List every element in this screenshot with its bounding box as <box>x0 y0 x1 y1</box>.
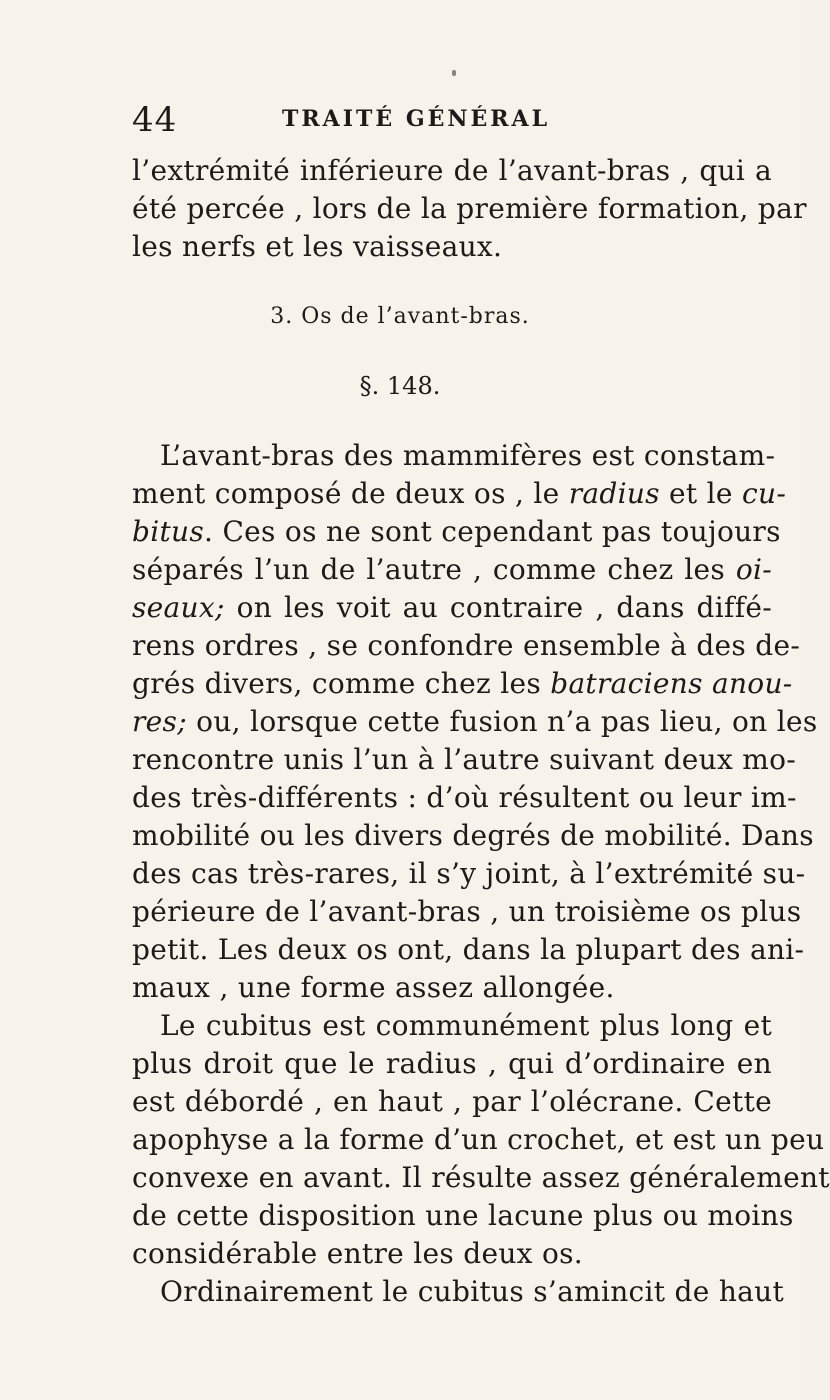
text-line: des cas très-rares, il s’y joint, à l’extrémité su- <box>132 857 806 890</box>
text-run: séparés l’un de l’autre , comme chez les <box>132 553 736 586</box>
italic-term: cu- <box>742 477 787 510</box>
text-line: maux , une forme assez allongée. <box>132 971 615 1004</box>
intro-text <box>132 152 807 266</box>
text-line: de cette disposition une lacune plus ou moins <box>132 1199 794 1232</box>
text-line: considérable entre les deux os. <box>132 1237 583 1270</box>
italic-term: bitus <box>132 515 205 548</box>
section-subheading: 3. Os de l’avant-bras. <box>270 304 530 329</box>
text-line: été percée , lors de la première formation, par <box>132 192 807 225</box>
text-line: plus droit que le radius , qui d’ordinaire en <box>132 1047 772 1080</box>
text-line <box>132 551 772 589</box>
text-line <box>132 475 787 513</box>
text-line <box>132 703 818 741</box>
text-run: et le <box>659 477 743 510</box>
text-run: . Ces os ne sont cependant pas toujours <box>204 515 781 548</box>
page-number: 44 <box>132 100 178 140</box>
text-line: Ordinairement le cubitus s’amincit de haut <box>160 1275 785 1308</box>
text-line: petit. Les deux os ont, dans la plupart des ani- <box>132 933 805 966</box>
text-line <box>132 665 793 703</box>
text-run: on les voit au contraire , dans diffé- <box>224 591 772 624</box>
italic-term: res; <box>132 705 187 738</box>
page-header <box>132 100 772 140</box>
italic-term: batraciens anou- <box>550 667 793 700</box>
paper-speck <box>452 70 456 76</box>
text-line: des très-différents : d’où résultent ou leur im- <box>132 781 797 814</box>
text-line: périeure de l’avant-bras , un troisième os plus <box>132 895 802 928</box>
text-line: les nerfs et les vaisseaux. <box>132 230 503 263</box>
text-line <box>132 513 781 551</box>
running-title: TRAITÉ GÉNÉRAL <box>282 106 551 132</box>
italic-term: oi- <box>735 553 772 586</box>
text-line: rencontre unis l’un à l’autre suivant deux mo- <box>132 743 797 776</box>
italic-term: seaux; <box>132 591 225 624</box>
text-line <box>132 589 772 627</box>
text-line: mobilité ou les divers degrés de mobilité. Dans <box>132 819 814 852</box>
text-line: est débordé , en haut , par l’olécrane. Cette <box>132 1085 772 1118</box>
text-line: convexe en avant. Il résulte assez généralement <box>132 1161 830 1194</box>
second-paragraph <box>132 1007 830 1311</box>
text-line: Le cubitus est communément plus long et <box>160 1009 772 1042</box>
section-number: §. 148. <box>359 372 441 400</box>
text-run: ment composé de deux os , le <box>132 477 569 510</box>
text-run: grés divers, comme chez les <box>132 667 551 700</box>
text-run: ou, lorsque cette fusion n’a pas lieu, on les <box>186 705 818 738</box>
italic-term: radius <box>568 477 660 510</box>
main-paragraph <box>132 437 818 1007</box>
text-line: L’avant-bras des mammifères est constam- <box>160 439 776 472</box>
text-line: l’extrémité inférieure de l’avant-bras , qui a <box>132 154 772 187</box>
text-line: rens ordres , se confondre ensemble à des de- <box>132 629 801 662</box>
text-line: apophyse a la forme d’un crochet, et est un peu <box>132 1123 825 1156</box>
